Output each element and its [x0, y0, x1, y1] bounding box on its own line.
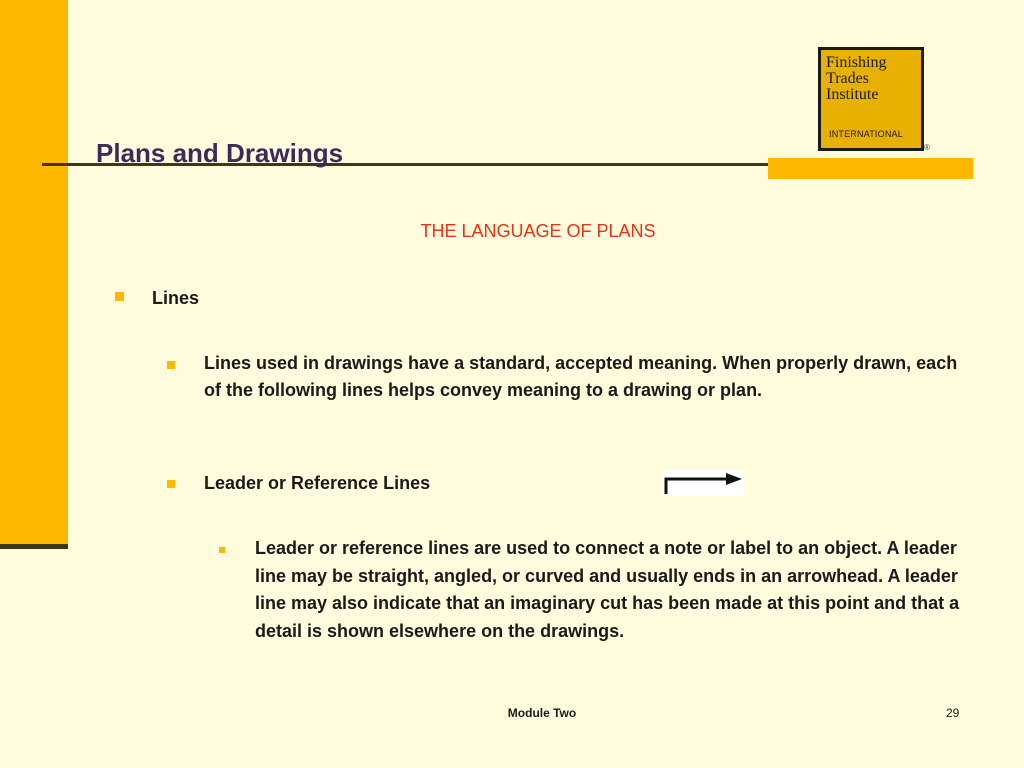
- bullet-lines-meaning: Lines used in drawings have a standard, accepted meaning. When properly drawn, each of the following lines helps convey meaning to a drawing or plan.: [204, 353, 958, 400]
- square-bullet-icon: [115, 292, 124, 301]
- bullet-leader-lines: Leader or Reference Lines: [204, 473, 431, 493]
- right-accent-bar-lower: [768, 168, 973, 179]
- left-bar-divider: [0, 544, 68, 549]
- institute-logo: [818, 47, 924, 151]
- page-number: 29: [946, 706, 960, 720]
- footer-module: Module Two: [507, 706, 577, 720]
- logo-subtitle: INTERNATIONAL: [829, 129, 903, 139]
- slide-title: Plans and Drawings: [96, 138, 344, 168]
- logo-line: Trades: [826, 70, 869, 87]
- registered-mark: ®: [924, 143, 930, 152]
- square-bullet-icon: [219, 547, 225, 553]
- bullet-lines: Lines: [152, 288, 200, 308]
- square-bullet-icon: [167, 480, 175, 488]
- bullet-leader-description: Leader or reference lines are used to connect a note or label to an object. A leader line may be straight, angled, or curved and usually ends in an arrowhead. A leader line may also indicate that an imaginary cut has been made at this point and that a detail is shown elsewhere on the drawings.: [255, 538, 960, 641]
- square-bullet-icon: [167, 361, 175, 369]
- left-accent-bar: [0, 0, 68, 544]
- logo-line: Institute: [826, 86, 879, 103]
- section-heading: THE LANGUAGE OF PLANS: [420, 221, 656, 241]
- logo-line: Finishing: [826, 54, 887, 71]
- leader-line-arrow-icon: [662, 470, 744, 496]
